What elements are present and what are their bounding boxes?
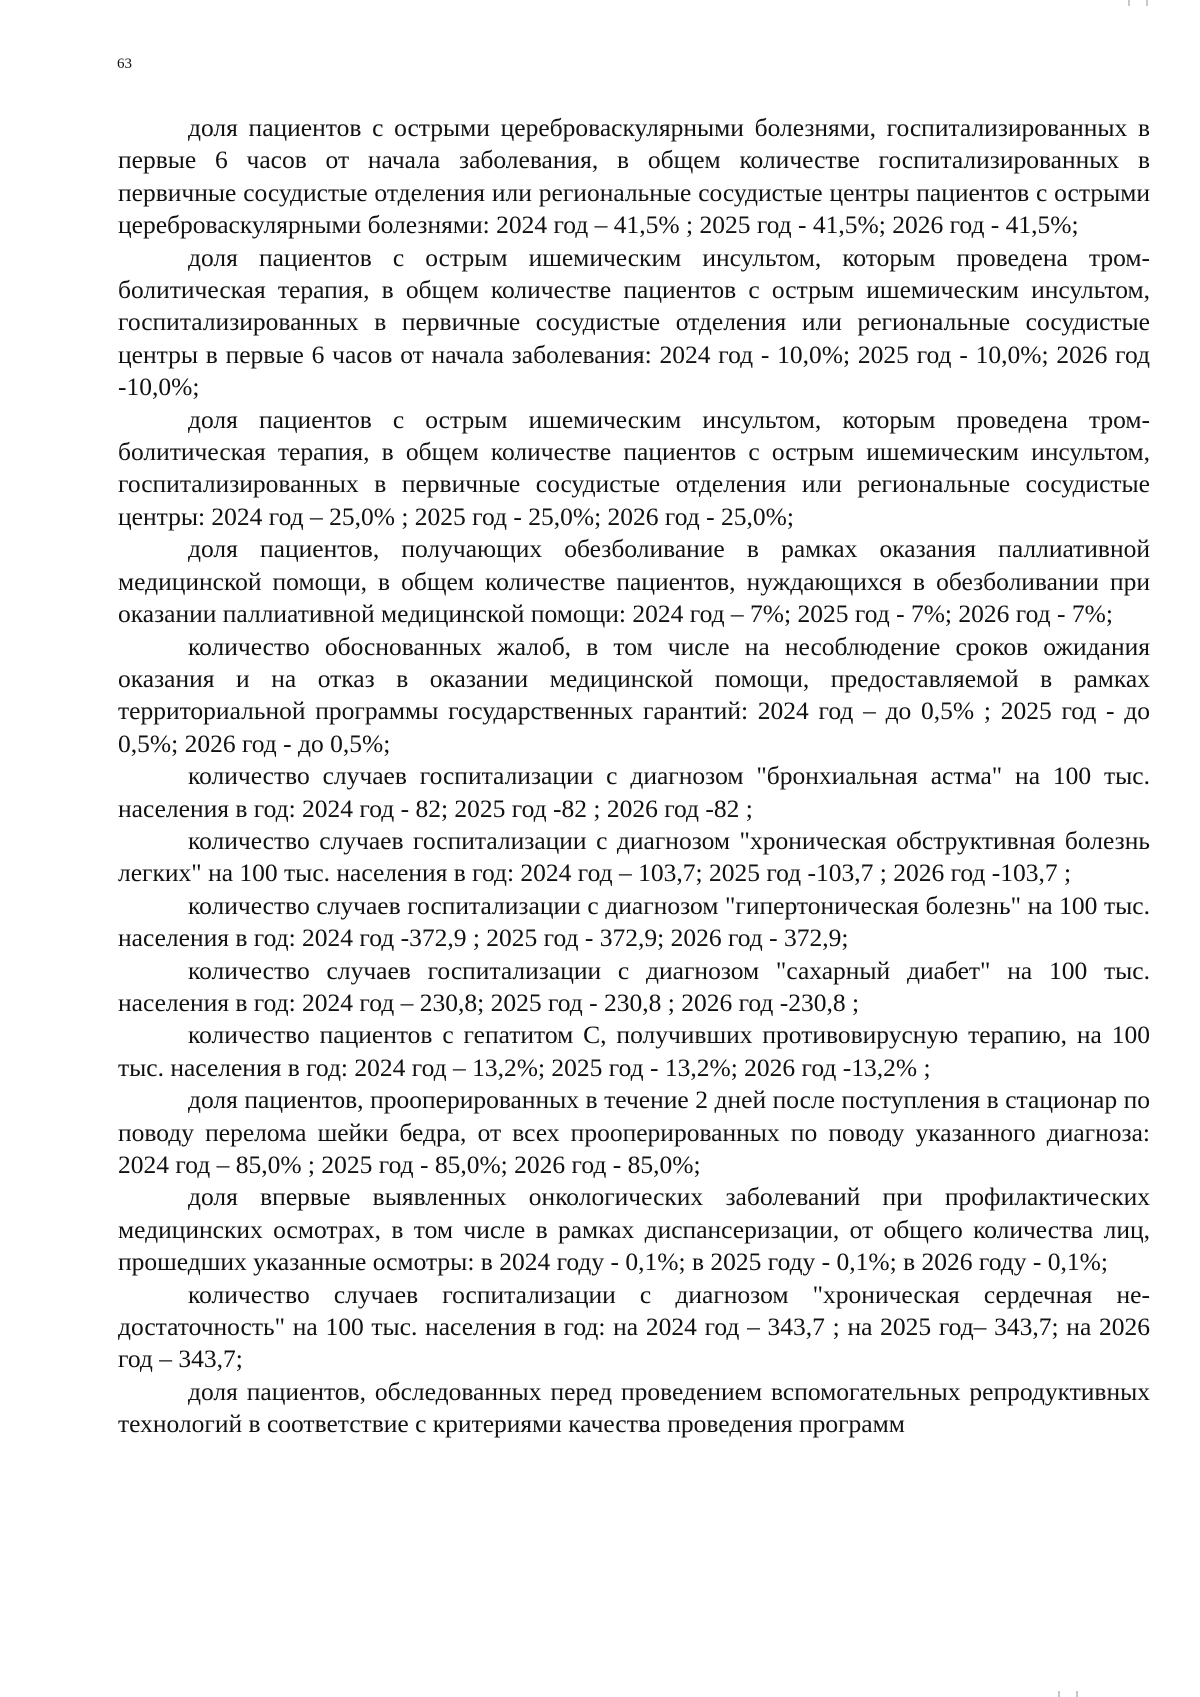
paragraph: количество случаев госпитализации с диагнозом "гипертоническая болезнь" на 100 тыс. населения в год: 2024 год -372,9 ; 2025 год - 372,9; 2026 год - 372,9; [118,890,1150,953]
paragraph: доля пациентов, обследованных перед проведением вспомогательных репродуктивных технологий в соответствие с критериями качества проведения программ [118,1376,1150,1439]
paragraph: доля пациентов с острыми цереброваскулярными болезнями, госпитализированных в первые 6 часов от начала заболевания, в общем количестве госпитализированных в первичные сосудистые отделения или региональные сосудистые центры пациентов с острыми цереброваскулярными болезнями: 2024 год – 41,5% ; 2025 год - 41,5%; 2026 год - 41,5%; [118,113,1150,240]
scan-edge-mark [1058,1691,1078,1697]
paragraph: количество случаев госпитализации с диагнозом "хроническая обструктивная болезнь легких" на 100 тыс. населения в год: 2024 год – 103,7; 2025 год -103,7 ; 2026 год -103,7 ; [118,825,1150,888]
paragraph: количество обоснованных жалоб, в том числе на несоблюдение сроков ожидания оказания и на отказ в оказании медицинской помощи, предоставляемой в рамках территориальной программы государственных гарантий: 2024 год – до 0,5% ; 2025 год - до 0,5%; 2026 год - до 0,5%; [118,631,1150,758]
paragraph: доля пациентов, прооперированных в течение 2 дней после поступления в стационар по поводу перелома шейки бедра, от всех прооперированных по поводу указанного диагноза: 2024 год – 85,0% ; 2025 год - 85,0%; 2026 год - 85,0%; [118,1085,1150,1179]
paragraph: количество случаев госпитализации с диагнозом "хроническая сердечная недостаточность" на 100 тыс. населения в год: на 2024 год – 343,7 ; на 2025 год– 343,7; на 2026 год – 343,7; [118,1279,1150,1374]
paragraph: доля пациентов с острым ишемическим инсультом, которым проведена тромболитическая терапия, в общем количестве пациентов с острым ишемическим инсультом, госпитализированных в первичные сосудистые отделения или региональные сосудистые центры в первые 6 часов от начала заболевания: 2024 год - 10,0%; 2025 год - 10,0%; 2026 год -10,0%; [118,242,1150,402]
paragraph: доля впервые выявленных онкологических заболеваний при профилактических медицинских осмотрах, в том числе в рамках диспансеризации, от общего количества лиц, прошедших указанные осмотры: в 2024 году - 0,1%; в 2025 году - 0,1%; в 2026 году - 0,1%; [118,1182,1150,1277]
paragraph: доля пациентов с острым ишемическим инсультом, которым проведена тромболитическая терапия, в общем количестве пациентов с острым ишемическим инсультом, госпитализированных в первичные сосудистые отделения или региональные сосудистые центры: 2024 год – 25,0% ; 2025 год - 25,0%; 2026 год - 25,0%; [118,404,1150,531]
paragraph: количество случаев госпитализации с диагнозом "бронхиальная астма" на 100 тыс. населения в год: 2024 год - 82; 2025 год -82 ; 2026 год -82 ; [118,761,1150,823]
paragraph: количество пациентов с гепатитом С, получивших противовирусную терапию, на 100 тыс. населения в год: 2024 год – 13,2%; 2025 год - 13,2%; 2026 год -13,2% ; [118,1020,1150,1082]
body-text [118,112,1150,1441]
page-number: 63 [117,56,132,72]
paragraph: доля пациентов, получающих обезболивание в рамках оказания паллиативной медицинской помощи, в общем количестве пациентов, нуждающихся в обезболивании при оказании паллиативной медицинской помощи: 2024 год – 7%; 2025 год - 7%; 2026 год - 7%; [118,534,1150,629]
scan-edge-mark [1128,0,1148,6]
paragraph: количество случаев госпитализации с диагнозом "сахарный диабет" на 100 тыс. населения в год: 2024 год – 230,8; 2025 год - 230,8 ; 2026 год -230,8 ; [118,955,1150,1017]
